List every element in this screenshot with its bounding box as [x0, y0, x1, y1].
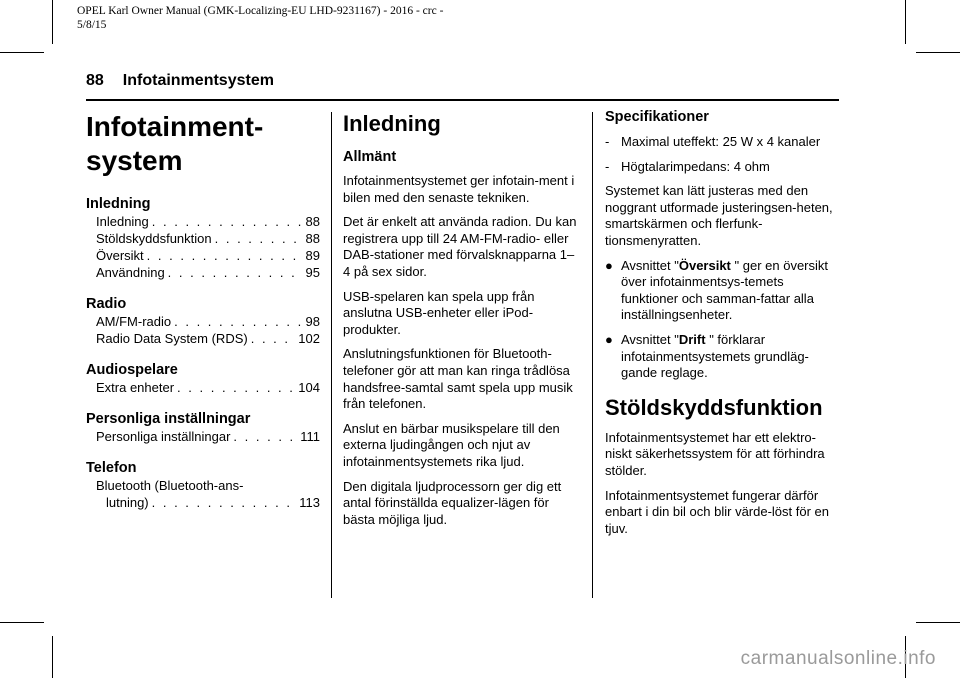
- crop-mark: [905, 0, 906, 44]
- paragraph: Infotainmentsystemet fungerar därför enbart i din bil och blir värde-löst för en tjuv.: [605, 487, 830, 536]
- page-number: 88: [86, 72, 104, 89]
- toc-section-radio: [86, 296, 320, 347]
- paragraph: Infotainmentsystemet ger infotain-ment i bilen med den senaste tekniken.: [343, 173, 575, 205]
- crop-mark: [916, 52, 960, 53]
- toc-entry[interactable]: Användning . . . 95: [86, 264, 320, 281]
- paragraph: Den digitala ljudprocessorn ger dig ett antal förinställda equalizer-lägen för bästa möjliga ljud.: [343, 478, 562, 527]
- toc-entry[interactable]: Personliga inställningar . . . 111: [86, 428, 320, 445]
- document-header-line2: 5/8/15: [77, 19, 107, 31]
- paragraph: Anslutningsfunktionen för Bluetooth-telefoner gör att man kan ringa trådlösa handsfree-samtal samt spela upp musik från telefonen.: [343, 346, 573, 412]
- section-heading: Inledning: [343, 111, 441, 136]
- toc-entry[interactable]: Stöldskyddsfunktion . . . 88: [86, 230, 320, 247]
- paragraph: Infotainmentsystemet har ett elektro-niskt säkerhetssystem för att förhindra stölder.: [605, 429, 825, 478]
- subsection-heading: Allmänt: [343, 149, 397, 165]
- toc-entry[interactable]: AM/FM-radio . . . 98: [86, 313, 320, 330]
- cross-reference[interactable]: Översikt: [678, 257, 731, 273]
- crop-mark: [52, 636, 53, 678]
- paragraph: Systemet kan lätt justeras med den noggrant utformade justeringsen-heten, smartskärmen och flerfunk-tionsmenyratten.: [605, 183, 833, 248]
- paragraph: Anslut en bärbar musikspelare till den externa ljudingången och njut av infotainmentsystemets rika ljud.: [343, 420, 560, 469]
- cross-reference[interactable]: Drift: [678, 331, 706, 347]
- toc-entry[interactable]: Inledning . . . 88: [86, 213, 320, 230]
- paragraph: Det är enkelt att använda radion. Du kan registrera upp till 24 AM-FM-radio- eller DAB-stationer med förvalsknapparna 1–4 på sex sidor.: [343, 214, 577, 279]
- toc-heading: Personliga inställningar: [86, 411, 251, 427]
- spec-item: - Maximal uteffekt: 25 W x 4 kanaler: [605, 134, 821, 149]
- page-header: [86, 72, 274, 90]
- document-header-line1: OPEL Karl Owner Manual (GMK-Localizing-EU LHD-9231167) - 2016 - crc -: [77, 5, 444, 17]
- toc-entry[interactable]: Extra enheter . . . 104: [86, 379, 320, 396]
- subsection-heading: Specifikationer: [605, 109, 709, 125]
- toc-section-telefon: [86, 460, 320, 511]
- bullet-item: ● Avsnittet "Översikt " ger en översikt över infotainmentsys-temets funktioner och samman-fattar alla inställningsenheter.: [605, 257, 829, 323]
- crop-mark: [0, 52, 44, 53]
- content-column-2: [343, 110, 579, 536]
- bullet-item: ● Avsnittet "Drift " förklarar infotainmentsystemets grundläg-gande reglage.: [605, 331, 809, 381]
- toc-section-audiospelare: [86, 362, 320, 396]
- crop-mark: [0, 622, 44, 623]
- toc-column: [86, 110, 320, 511]
- spec-item: - Högtalarimpedans: 4 ohm: [605, 158, 770, 174]
- column-divider: [592, 112, 593, 598]
- header-rule: [86, 99, 839, 101]
- toc-entry[interactable]: Bluetooth (Bluetooth-ans- lutning) . . . 113: [86, 477, 320, 511]
- toc-heading: Radio: [86, 296, 127, 312]
- toc-section-personliga: [86, 411, 320, 445]
- bullet-icon: ●: [605, 331, 613, 347]
- content-column-3: [605, 108, 841, 545]
- crop-mark: [52, 0, 53, 44]
- paragraph: USB-spelaren kan spela upp från anslutna USB-enheter eller iPod-produkter.: [343, 288, 535, 337]
- toc-entry[interactable]: Översikt . . . 89: [86, 247, 320, 264]
- toc-section-inledning: [86, 196, 320, 281]
- toc-heading: Telefon: [86, 460, 137, 476]
- column-divider: [331, 112, 332, 598]
- watermark: carmanualsonline.info: [740, 648, 936, 669]
- toc-heading: Inledning: [86, 196, 151, 212]
- section-heading: Stöldskyddsfunktion: [605, 394, 823, 420]
- toc-entry[interactable]: Radio Data System (RDS) . . . 102: [86, 330, 320, 347]
- document-header: [77, 4, 497, 32]
- chapter-title: Infotainment- system: [86, 111, 264, 176]
- toc-heading: Audiospelare: [86, 362, 178, 378]
- page-title: Infotainmentsystem: [122, 72, 274, 89]
- crop-mark: [916, 622, 960, 623]
- bullet-icon: ●: [605, 257, 613, 273]
